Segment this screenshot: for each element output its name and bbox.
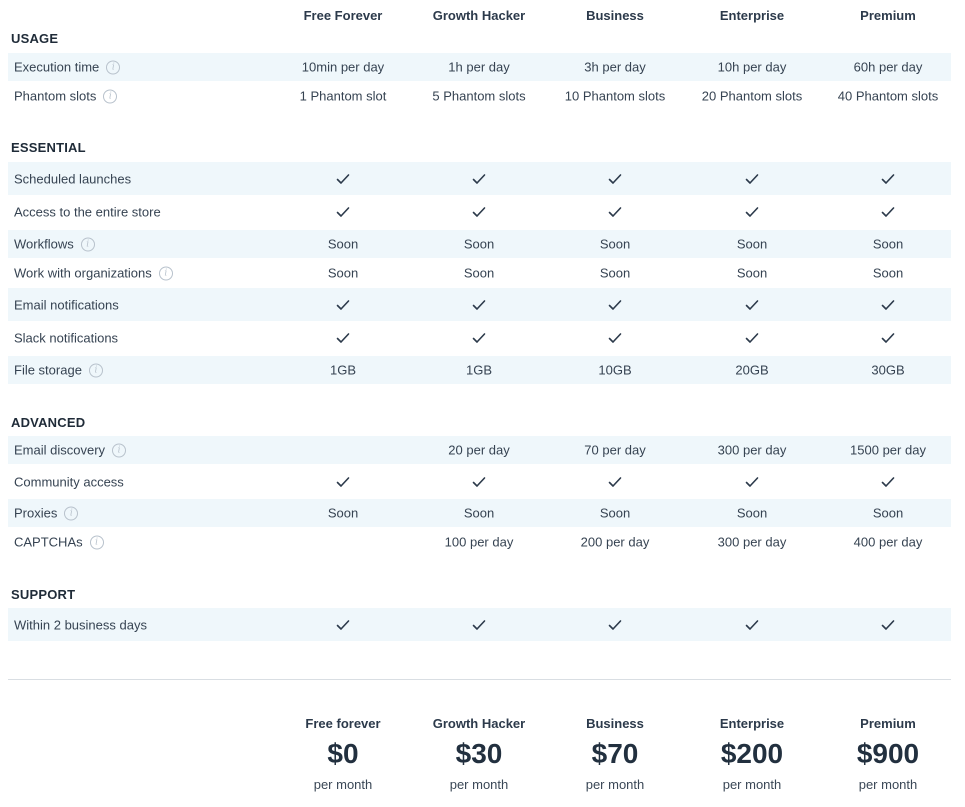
plan-header-enterprise: Enterprise: [719, 8, 785, 23]
feature-cell-growth-hacker: 1GB: [465, 362, 493, 378]
feature-cell-premium: [881, 299, 895, 311]
price-plan-name: Growth Hacker: [432, 716, 526, 731]
section-title-advanced: ADVANCED: [11, 415, 86, 430]
feature-cell-growth-hacker: [472, 299, 486, 311]
feature-cell-enterprise: Soon: [736, 265, 768, 281]
feature-label-text: CAPTCHAs: [14, 534, 83, 550]
feature-cell-growth-hacker: 1h per day: [448, 59, 510, 75]
feature-cell-business: [608, 299, 622, 311]
checkmark-icon: [336, 173, 350, 185]
feature-cell-business: 10GB: [598, 362, 632, 378]
feature-label-text: Slack notifications: [14, 330, 119, 346]
feature-cell-enterprise: [745, 173, 759, 185]
feature-cell-premium: 1500 per day: [850, 442, 926, 458]
feature-label: [14, 266, 173, 281]
checkmark-icon: [745, 332, 759, 344]
feature-row-scheduled-launches: [8, 162, 951, 195]
plan-header-free-forever: Free Forever: [303, 8, 383, 23]
feature-label: [14, 171, 131, 186]
feature-label-text: Phantom slots: [14, 88, 97, 104]
price-amount: $0: [327, 738, 359, 769]
price-card-premium[interactable]: [820, 716, 957, 792]
feature-cell-growth-hacker: [472, 206, 486, 218]
feature-label: [14, 60, 120, 75]
feature-cell-business: [608, 476, 622, 488]
feature-cell-business: 70 per day: [584, 442, 646, 458]
feature-cell-enterprise: [745, 299, 759, 311]
checkmark-icon: [472, 619, 486, 631]
feature-cell-premium: Soon: [872, 505, 904, 521]
feature-label-text: Access to the entire store: [14, 204, 161, 220]
feature-row-access-to-the-entire-store: [8, 196, 951, 228]
feature-label: [14, 443, 126, 458]
info-icon[interactable]: i: [81, 237, 95, 251]
feature-cell-enterprise: 300 per day: [717, 442, 787, 458]
checkmark-icon: [745, 206, 759, 218]
feature-cell-free-forever: [336, 299, 350, 311]
checkmark-icon: [472, 173, 486, 185]
feature-cell-enterprise: 20 Phantom slots: [701, 88, 803, 104]
price-amount: $900: [856, 738, 920, 769]
feature-cell-enterprise: [745, 619, 759, 631]
feature-cell-free-forever: Soon: [327, 505, 359, 521]
feature-cell-business: Soon: [599, 236, 631, 252]
feature-row-workflows: [8, 230, 951, 258]
feature-cell-growth-hacker: [472, 476, 486, 488]
feature-label: [14, 363, 103, 378]
feature-label: [14, 535, 104, 550]
section-title-essential: ESSENTIAL: [11, 140, 86, 155]
section-title-usage: USAGE: [11, 31, 59, 46]
feature-cell-free-forever: Soon: [327, 265, 359, 281]
checkmark-icon: [881, 476, 895, 488]
feature-row-execution-time: [8, 53, 951, 81]
feature-label: [14, 237, 95, 252]
info-icon[interactable]: i: [89, 363, 103, 377]
feature-cell-business: [608, 173, 622, 185]
feature-row-captchas: [8, 528, 951, 556]
checkmark-icon: [608, 332, 622, 344]
checkmark-icon: [881, 299, 895, 311]
feature-label-text: Scheduled launches: [14, 171, 132, 186]
checkmark-icon: [336, 332, 350, 344]
feature-row-proxies: [8, 499, 951, 527]
info-icon[interactable]: i: [64, 506, 78, 520]
price-period: per month: [722, 777, 782, 792]
feature-cell-growth-hacker: Soon: [463, 236, 495, 252]
checkmark-icon: [881, 206, 895, 218]
checkmark-icon: [745, 299, 759, 311]
price-period: per month: [313, 777, 373, 792]
feature-label-text: Within 2 business days: [14, 617, 147, 632]
feature-cell-free-forever: [336, 619, 350, 631]
feature-label: [14, 205, 161, 220]
feature-label-text: File storage: [14, 362, 82, 378]
plan-header-business: Business: [586, 8, 644, 23]
feature-cell-business: 10 Phantom slots: [564, 88, 666, 104]
feature-cell-business: 3h per day: [584, 59, 646, 75]
price-period: per month: [585, 777, 645, 792]
checkmark-icon: [472, 299, 486, 311]
feature-cell-growth-hacker: [472, 619, 486, 631]
feature-cell-free-forever: [336, 332, 350, 344]
price-period: per month: [449, 777, 509, 792]
price-card-free-forever[interactable]: [275, 716, 412, 792]
feature-cell-premium: [881, 206, 895, 218]
feature-cell-business: Soon: [599, 265, 631, 281]
feature-row-phantom-slots: [8, 82, 951, 110]
feature-cell-enterprise: [745, 332, 759, 344]
checkmark-icon: [472, 332, 486, 344]
checkmark-icon: [336, 206, 350, 218]
feature-row-slack-notifications: [8, 322, 951, 354]
feature-cell-premium: Soon: [872, 236, 904, 252]
checkmark-icon: [881, 173, 895, 185]
feature-cell-enterprise: Soon: [736, 236, 768, 252]
price-period: per month: [858, 777, 918, 792]
feature-label: [14, 617, 147, 632]
checkmark-icon: [745, 173, 759, 185]
feature-label: [14, 297, 119, 312]
price-card-business[interactable]: [547, 716, 684, 792]
feature-cell-premium: Soon: [872, 265, 904, 281]
feature-label-text: Work with organizations: [14, 265, 152, 281]
price-plan-name: Premium: [860, 716, 916, 731]
info-icon[interactable]: i: [106, 60, 120, 74]
feature-cell-premium: 400 per day: [853, 534, 923, 550]
info-icon[interactable]: i: [90, 535, 104, 549]
checkmark-icon: [745, 619, 759, 631]
feature-cell-business: [608, 619, 622, 631]
checkmark-icon: [608, 173, 622, 185]
info-icon[interactable]: i: [112, 443, 126, 457]
feature-cell-growth-hacker: [472, 332, 486, 344]
checkmark-icon: [881, 332, 895, 344]
feature-cell-free-forever: [336, 476, 350, 488]
feature-cell-growth-hacker: 20 per day: [448, 442, 510, 458]
price-amount: $70: [591, 738, 639, 769]
feature-cell-enterprise: 300 per day: [717, 534, 787, 550]
feature-cell-business: Soon: [599, 505, 631, 521]
feature-cell-business: [608, 332, 622, 344]
checkmark-icon: [336, 476, 350, 488]
feature-label-text: Community access: [14, 474, 124, 489]
feature-cell-premium: 40 Phantom slots: [837, 88, 939, 104]
price-amount: $200: [720, 738, 784, 769]
feature-row-within-2-business-days: [8, 608, 951, 641]
feature-label-text: Email discovery: [14, 442, 106, 458]
feature-row-community-access: [8, 465, 951, 498]
feature-row-email-discovery: [8, 436, 951, 464]
feature-cell-free-forever: [336, 206, 350, 218]
feature-cell-premium: [881, 332, 895, 344]
feature-cell-growth-hacker: 100 per day: [444, 534, 514, 550]
feature-cell-enterprise: [745, 476, 759, 488]
feature-row-file-storage: [8, 356, 951, 384]
feature-cell-free-forever: Soon: [327, 236, 359, 252]
feature-label: [14, 506, 78, 521]
plan-header-premium: Premium: [860, 8, 916, 23]
feature-row-work-with-organizations: [8, 259, 951, 287]
price-plan-name: Business: [586, 716, 644, 731]
feature-cell-growth-hacker: Soon: [463, 265, 495, 281]
feature-label-text: Email notifications: [14, 297, 119, 312]
feature-label: [14, 474, 124, 489]
checkmark-icon: [472, 206, 486, 218]
checkmark-icon: [336, 299, 350, 311]
checkmark-icon: [608, 299, 622, 311]
feature-cell-enterprise: [745, 206, 759, 218]
checkmark-icon: [472, 476, 486, 488]
feature-label-text: Proxies: [14, 505, 58, 521]
feature-cell-business: 200 per day: [580, 534, 650, 550]
feature-cell-free-forever: 1 Phantom slot: [299, 88, 387, 104]
checkmark-icon: [745, 476, 759, 488]
feature-cell-free-forever: 1GB: [329, 362, 357, 378]
feature-cell-free-forever: [336, 173, 350, 185]
feature-label: [14, 331, 118, 346]
feature-cell-premium: [881, 476, 895, 488]
info-icon[interactable]: i: [103, 89, 117, 103]
feature-cell-enterprise: Soon: [736, 505, 768, 521]
feature-cell-premium: [881, 173, 895, 185]
checkmark-icon: [336, 619, 350, 631]
feature-cell-enterprise: 10h per day: [717, 59, 787, 75]
plan-header-row: [0, 8, 965, 30]
checkmark-icon: [608, 206, 622, 218]
feature-cell-growth-hacker: 5 Phantom slots: [432, 88, 526, 104]
feature-label: [14, 89, 117, 104]
section-title-support: SUPPORT: [11, 587, 76, 602]
feature-row-email-notifications: [8, 288, 951, 321]
feature-cell-enterprise: 20GB: [735, 362, 769, 378]
feature-cell-premium: 60h per day: [853, 59, 923, 75]
price-card-growth-hacker[interactable]: [411, 716, 548, 792]
price-plan-name: Enterprise: [719, 716, 785, 731]
checkmark-icon: [608, 619, 622, 631]
checkmark-icon: [608, 476, 622, 488]
feature-cell-growth-hacker: Soon: [463, 505, 495, 521]
pricing-divider: [8, 679, 951, 680]
feature-cell-free-forever: 10min per day: [301, 59, 385, 75]
price-card-enterprise[interactable]: [684, 716, 821, 792]
feature-cell-growth-hacker: [472, 173, 486, 185]
feature-label-text: Execution time: [14, 59, 100, 75]
feature-label-text: Workflows: [14, 236, 74, 252]
price-amount: $30: [455, 738, 503, 769]
feature-cell-business: [608, 206, 622, 218]
info-icon[interactable]: i: [159, 266, 173, 280]
feature-cell-premium: [881, 619, 895, 631]
plan-header-growth-hacker: Growth Hacker: [432, 8, 526, 23]
price-plan-name: Free forever: [305, 716, 381, 731]
feature-cell-premium: 30GB: [871, 362, 905, 378]
checkmark-icon: [881, 619, 895, 631]
